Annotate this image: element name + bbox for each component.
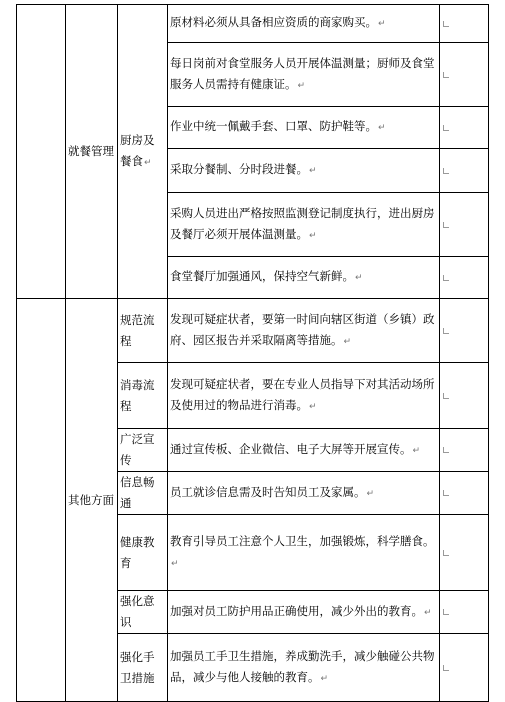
item-text: 作业中统一佩戴手套、口罩、防护鞋等。↵ <box>168 107 440 149</box>
blank-cell <box>440 591 489 634</box>
category-label-dining: 就餐管理 <box>66 5 118 299</box>
row-label: 消毒流程 <box>118 363 168 429</box>
blank-cell <box>440 43 489 107</box>
blank-cell <box>440 515 489 591</box>
blank-cell <box>440 299 489 363</box>
row-label: 信息畅通 <box>118 472 168 515</box>
row-label: 广泛宣传 <box>118 429 168 472</box>
item-text: 加强员工手卫生措施，养成勤洗手，减少触碰公共物品，减少与他人接触的教育。↵ <box>168 634 440 702</box>
item-text: 采取分餐制、分时段进餐。↵ <box>168 149 440 193</box>
blank-cell <box>440 429 489 472</box>
item-text: 员工就诊信息需及时告知员工及家属。↵ <box>168 472 440 515</box>
blank-cell <box>440 5 489 43</box>
item-text: 通过宣传板、企业微信、电子大屏等开展宣传。↵ <box>168 429 440 472</box>
blank-cell <box>440 257 489 299</box>
category-label-other: 其他方面 <box>66 299 118 702</box>
item-text: 每日岗前对食堂服务人员开展体温测量；厨师及食堂服务人员需持有健康证。↵ <box>168 43 440 107</box>
item-text: 原材料必须从具备相应资质的商家购买。↵ <box>168 5 440 43</box>
measures-table <box>16 4 489 702</box>
item-text: 采购人员进出严格按照监测登记制度执行，进出厨房及餐厅必须开展体温测量。↵ <box>168 193 440 257</box>
category-cell-other <box>17 299 66 702</box>
item-text: 教育引导员工注意个人卫生，加强锻炼，科学膳食。↵ <box>168 515 440 591</box>
item-text: 食堂餐厅加强通风，保持空气新鲜。↵ <box>168 257 440 299</box>
item-text: 加强对员工防护用品正确使用，减少外出的教育。↵ <box>168 591 440 634</box>
category-cell-dining <box>17 5 66 299</box>
blank-cell <box>440 634 489 702</box>
blank-cell <box>440 149 489 193</box>
table-row <box>17 5 489 43</box>
table-row <box>17 299 489 363</box>
row-label: 健康教育 <box>118 515 168 591</box>
item-text: 发现可疑症状者，要在专业人员指导下对其活动场所及使用过的物品进行消毒。↵ <box>168 363 440 429</box>
blank-cell <box>440 472 489 515</box>
row-label: 强化手卫措施 <box>118 634 168 702</box>
blank-cell <box>440 193 489 257</box>
sub-label-kitchen: 厨房及餐食↵ <box>118 5 168 299</box>
item-text: 发现可疑症状者，要第一时间向辖区街道（乡镇）政府、园区报告并采取隔离等措施。↵ <box>168 299 440 363</box>
blank-cell <box>440 363 489 429</box>
row-label: 规范流程 <box>118 299 168 363</box>
row-label: 强化意识 <box>118 591 168 634</box>
blank-cell <box>440 107 489 149</box>
